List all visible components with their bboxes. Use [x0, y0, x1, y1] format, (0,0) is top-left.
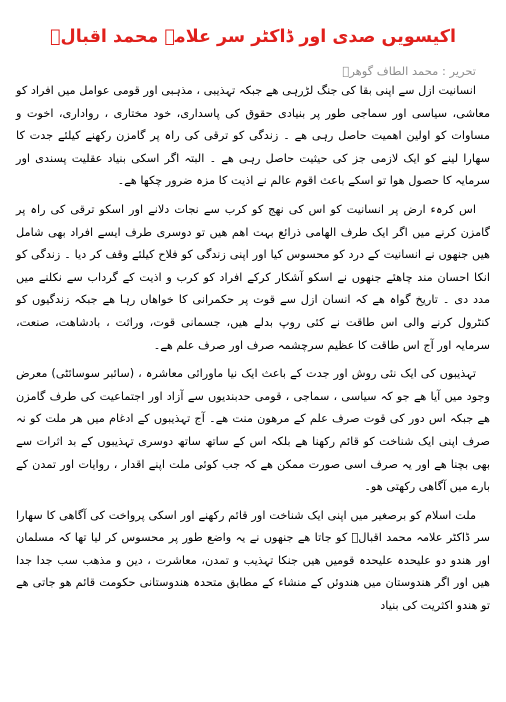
- article-body: [16, 80, 490, 618]
- paragraph-3: [16, 363, 490, 499]
- paragraph-text: ملت اسلام کو برصغیر میں اپنی ایک شناخت اور قائم رکھنے اور اسکی پرواخت کی آگاھی کا سھارا سر ڈاکٹر علامہ محمد اقبالؒ کو جاتا ھے جنھوں نے یہ واضع طور پر محسوس کر لیا تھا کہ مسلمان اور ھندو دو علیحدہ علیحدہ قومیں ھیں جنکا تہذیب و تمدن، معاشرت ، دین و مذھب سب جدا جدا ھیں اور اگر ھندوستان میں ھندوئں کے منشاء کے مطابق متحدہ ھندوستانی حکومت قائم ھو جاتی ھے تو ھندو اکثریت کی بنیاد: [16, 508, 490, 613]
- paragraph-text: انسانیت ازل سے اپنی بقا کی جنگ لڑرہی ھے جبکہ تہذیبی ، مذہبی اور قومی عوامل میں افراد کو معاشی، سیاسی اور سماجی طور پر بنیادی حقوق کی پاسداری، خود مختاری ، رواداری، اخوت و مساوات کو اولین اھمیت حاصل رہی ھے ۔ زندگی کو ترقی کی راہ پر گامزن رکھنے کیلئے جدت کا سھارا لینے کو ایک لازمی جز کی حیثیت حاصل رہی ھے ۔ البتہ اگر اسکی بنیاد عقلیت پسندی اور سرمایہ کا حصول ھوا تو اسکے باعث اقوم عالم نے اذیت کا مزہ ضرور چکھا ھے۔: [16, 84, 490, 188]
- paragraph-text: تہذیبوں کی ایک نئی روش اور جدت کے باعث ایک نیا ماورائی معاشرہ ، (سائبر سوسائٹی) معرض وجود میں آیا ھے جو کہ سیاسی ، سماجی ، قومی حدبندیوں سے آزاد اور اجتماعیت کی طرف گامزن ھے جبکہ اس دور کی قوت صرف علم کے مرھون منت ھے۔ آج تہذیبوں کے ادغام میں ھر ملت کو نہ صرف اپنی ایک شناخت کو قائم رکھنا ھے بلکہ اس کے ساتھ ساتھ دوسری تہذیبوں کے بد اثرات سے بھی بچنا ھے اور یہ صرف اسی صورت ممکن ھے کہ جب کوئی ملت اپنے اقدار ، روایات اور تمدن کے بارے میں آگاھی رکھتی ھو۔: [16, 367, 490, 494]
- paragraph-2: [16, 199, 490, 357]
- article-title: اکیسویں صدی اور ڈاکٹر سر علامہ محمد اقبالؒ: [50, 27, 456, 47]
- paragraph-text: اس کرہء ارض پر انسانیت کو اس کی نھج کو کرب سے نجات دلانے اور اسکو ترقی کی راہ پر گامزن کرنے میں اگر ایک طرف الھامی ذرائع بہت اھم ھیں تو دوسری طرف ایسے افراد بھی شامل ھیں جنھوں نے انسانیت کے درد کو محسوس کیا اور اپنی زندگی کو فلاح کیلئے وقف کر دیا ۔ زندگی کو انکا احسان مند چاھئے جنھوں نے اسکو آشکار کرکے افراد کو کرب و اذیت کے گرداب سے نکلنے میں مدد دی ۔ تاریخ گواہ ھے کہ انسان ازل سے قوت پر حکمرانی کا خواھاں رہا ھے جبکہ زندگیوں کو کنٹرول کرنے والی اس طاقت نے کئی روپ بدلے ھیں، جسمانی قوت، وراثت ، بادشاھت، صنعت، سرمایہ اور آج اس طاقت کا عظیم سرچشمہ صرف اور صرف علم ھے۔: [16, 202, 490, 352]
- paragraph-1: [16, 80, 490, 193]
- paragraph-4: [16, 505, 490, 618]
- article-byline: تحریر : محمد الطاف گوھرؔ: [342, 64, 476, 78]
